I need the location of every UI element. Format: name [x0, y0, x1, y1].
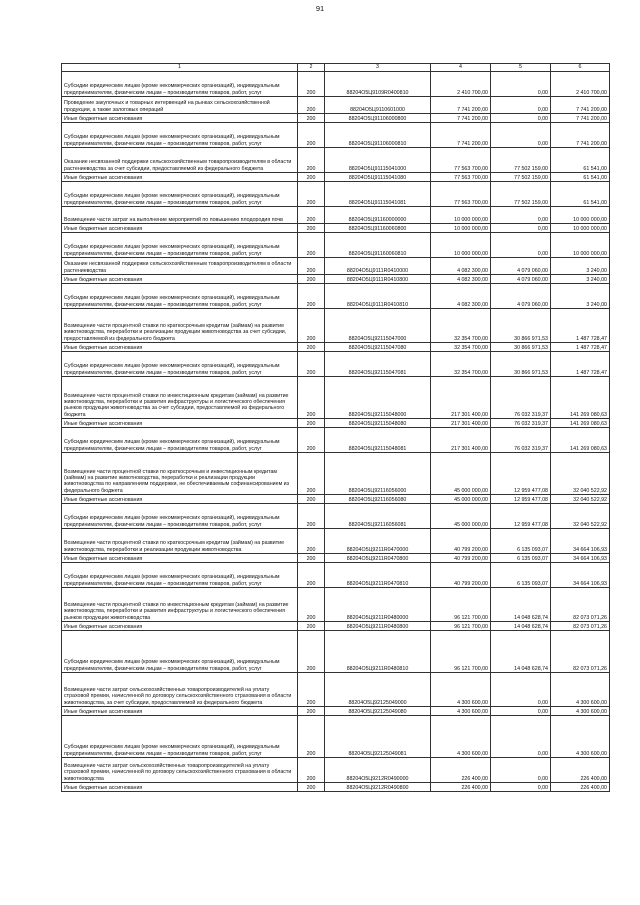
row-column-2: 200: [298, 783, 325, 792]
row-amount-planned: 45 000 000,00: [431, 495, 491, 504]
row-amount-executed: 12 959 477,08: [491, 453, 551, 495]
row-description: Возмещение части затрат сельскохозяйственных товаропроизводителей на уплату страховой премии, начисленной по договору сельскохозяйственного страхования в области животноводства: [62, 758, 298, 783]
row-amount-planned: 32 354 700,00: [431, 309, 491, 343]
row-amount-planned: 45 000 000,00: [431, 453, 491, 495]
row-amount-remaining: 3 240,00: [551, 275, 610, 284]
row-budget-code: 88204О5Ц92115048080: [325, 419, 431, 428]
row-description: Иные бюджетные ассигнования: [62, 554, 298, 563]
row-budget-code: 88204О5Ц91160060800: [325, 224, 431, 233]
row-budget-code: 88204О5Ц91115041081: [325, 182, 431, 207]
table-row: [62, 622, 610, 631]
row-amount-remaining: 32 040 522,92: [551, 495, 610, 504]
row-budget-code: 88204О5Ц92115048000: [325, 377, 431, 419]
table-row: [62, 673, 610, 707]
table-row: [62, 148, 610, 173]
row-budget-code: 88204О5Ц9211R0480810: [325, 631, 431, 673]
row-amount-remaining: 7 741 200,00: [551, 123, 610, 148]
table-row: [62, 377, 610, 419]
row-amount-remaining: 82 073 071,26: [551, 631, 610, 673]
row-budget-code: 88204О5Ц91115041080: [325, 173, 431, 182]
row-column-2: 200: [298, 495, 325, 504]
row-description: Субсидии юридическим лицам (кроме некоммерческих организаций), индивидуальным предпринимателям, физическим лицам – производителям товаров, работ, услуг: [62, 123, 298, 148]
row-description: Иные бюджетные ассигнования: [62, 343, 298, 352]
table-row: [62, 758, 610, 783]
row-budget-code: 88204О5Ц9110601000: [325, 97, 431, 114]
row-amount-executed: 4 079 060,00: [491, 258, 551, 275]
row-column-2: 200: [298, 148, 325, 173]
row-column-2: 200: [298, 258, 325, 275]
row-amount-planned: 10 000 000,00: [431, 233, 491, 258]
row-amount-remaining: 82 073 071,26: [551, 588, 610, 622]
row-budget-code: 88204О5Ц9212R0490800: [325, 783, 431, 792]
row-amount-executed: 0,00: [491, 72, 551, 97]
row-description: Иные бюджетные ассигнования: [62, 419, 298, 428]
row-amount-planned: 7 741 200,00: [431, 97, 491, 114]
row-column-2: 200: [298, 631, 325, 673]
row-budget-code: 88204О5Ц9211R0470810: [325, 563, 431, 588]
row-amount-remaining: 2 410 700,00: [551, 72, 610, 97]
row-amount-planned: 77 563 700,00: [431, 148, 491, 173]
row-description: Иные бюджетные ассигнования: [62, 707, 298, 716]
row-column-2: 200: [298, 275, 325, 284]
row-column-2: 200: [298, 173, 325, 182]
row-amount-remaining: 61 541,00: [551, 148, 610, 173]
row-budget-code: 88204О5Ц91160000000: [325, 207, 431, 224]
row-amount-planned: 4 082 300,00: [431, 284, 491, 309]
row-description: Иные бюджетные ассигнования: [62, 173, 298, 182]
table-row: [62, 588, 610, 622]
row-amount-remaining: 34 664 106,93: [551, 563, 610, 588]
row-budget-code: 88204О5Ц9211R0470800: [325, 554, 431, 563]
row-column-2: 200: [298, 419, 325, 428]
row-column-2: 200: [298, 97, 325, 114]
row-amount-remaining: 141 269 080,63: [551, 377, 610, 419]
row-column-2: 200: [298, 72, 325, 97]
row-amount-executed: 0,00: [491, 123, 551, 148]
row-column-2: 200: [298, 233, 325, 258]
row-amount-remaining: 3 240,00: [551, 284, 610, 309]
row-budget-code: 88204О5Ц9111R0410810: [325, 284, 431, 309]
row-budget-code: 88204О5Ц92125049000: [325, 673, 431, 707]
table-row: [62, 275, 610, 284]
row-budget-code: 88204О5Ц9111R0410000: [325, 258, 431, 275]
row-column-2: 200: [298, 673, 325, 707]
row-description: Субсидии юридическим лицам (кроме некоммерческих организаций), индивидуальным предпринимателям, физическим лицам – производителям товаров, работ, услуг: [62, 504, 298, 529]
row-column-2: 200: [298, 716, 325, 758]
row-amount-executed: 0,00: [491, 716, 551, 758]
row-column-2: 200: [298, 428, 325, 453]
row-amount-remaining: 61 541,00: [551, 173, 610, 182]
row-amount-planned: 77 563 700,00: [431, 182, 491, 207]
header-cell: 2: [298, 64, 325, 72]
table-row: [62, 453, 610, 495]
row-amount-executed: 0,00: [491, 673, 551, 707]
row-description: Субсидии юридическим лицам (кроме некоммерческих организаций), индивидуальным предпринимателям, физическим лицам – производителям товаров, работ, услуг: [62, 428, 298, 453]
table-row: [62, 428, 610, 453]
row-amount-executed: 0,00: [491, 97, 551, 114]
row-amount-remaining: 10 000 000,00: [551, 224, 610, 233]
row-amount-planned: 4 300 600,00: [431, 707, 491, 716]
row-amount-executed: 0,00: [491, 783, 551, 792]
row-amount-remaining: 7 741 200,00: [551, 97, 610, 114]
row-budget-code: 88204О5Ц9211R0480800: [325, 622, 431, 631]
table-row: [62, 352, 610, 377]
row-amount-planned: 40 799 200,00: [431, 554, 491, 563]
row-budget-code: 88204О5Ц92115047081: [325, 352, 431, 377]
row-amount-remaining: 32 040 522,92: [551, 504, 610, 529]
budget-table: [61, 63, 610, 792]
row-budget-code: 88204О5Ц92115048081: [325, 428, 431, 453]
table-row: [62, 309, 610, 343]
row-column-2: 200: [298, 224, 325, 233]
row-column-2: 200: [298, 453, 325, 495]
row-description: Иные бюджетные ассигнования: [62, 275, 298, 284]
row-description: Возмещение части затрат сельскохозяйственных товаропроизводителей на уплату страховой премии, начисленной по договору сельскохозяйственного страхования в области животноводства, за счет субсидии, предоставляемой из федерального бюджета: [62, 673, 298, 707]
row-budget-code: 88204О5Ц9111R0410800: [325, 275, 431, 284]
row-budget-code: 88204О5Ц91106000800: [325, 114, 431, 123]
table-row: [62, 97, 610, 114]
row-budget-code: 88204О5Ц91106000810: [325, 123, 431, 148]
table-row: [62, 114, 610, 123]
row-description: Субсидии юридическим лицам (кроме некоммерческих организаций), индивидуальным предпринимателям, физическим лицам – производителям товаров, работ, услуг: [62, 233, 298, 258]
row-amount-planned: 4 300 600,00: [431, 673, 491, 707]
row-description: Иные бюджетные ассигнования: [62, 114, 298, 123]
row-amount-planned: 217 301 400,00: [431, 377, 491, 419]
row-column-2: 200: [298, 309, 325, 343]
row-description: Иные бюджетные ассигнования: [62, 495, 298, 504]
table-row: [62, 123, 610, 148]
row-amount-planned: 32 354 700,00: [431, 343, 491, 352]
header-cell: 5: [491, 64, 551, 72]
header-cell: 3: [325, 64, 431, 72]
row-description: Возмещение части процентной ставки по краткосрочным и инвестиционным кредитам (займам) на развитие животноводства, переработки и реализации продукции животноводства по направлениям поддержки, не обеспечиваемым софинансированием из федерального бюджета: [62, 453, 298, 495]
row-amount-executed: 14 048 628,74: [491, 622, 551, 631]
row-description: Возмещение части затрат на выполнение мероприятий по повышению плодородия почв: [62, 207, 298, 224]
row-column-2: 200: [298, 707, 325, 716]
row-amount-executed: 6 135 093,07: [491, 529, 551, 554]
row-budget-code: 88204О5Ц92115047000: [325, 309, 431, 343]
row-amount-remaining: 4 300 600,00: [551, 673, 610, 707]
header-cell: 1: [62, 64, 298, 72]
row-description: Иные бюджетные ассигнования: [62, 622, 298, 631]
row-column-2: 200: [298, 554, 325, 563]
row-budget-code: 88204О5Ц91115041000: [325, 148, 431, 173]
row-amount-executed: 77 502 159,00: [491, 173, 551, 182]
row-amount-remaining: 141 269 080,63: [551, 419, 610, 428]
row-description: Субсидии юридическим лицам (кроме некоммерческих организаций), индивидуальным предпринимателям, физическим лицам – производителям товаров, работ, услуг: [62, 563, 298, 588]
row-amount-remaining: 7 741 200,00: [551, 114, 610, 123]
table-row: [62, 224, 610, 233]
table-row: [62, 182, 610, 207]
row-description: Проведение закупочных и товарных интервенций на рынках сельскохозяйственной продукции, а также залоговых операций: [62, 97, 298, 114]
row-amount-planned: 217 301 400,00: [431, 419, 491, 428]
row-amount-executed: 77 502 159,00: [491, 182, 551, 207]
row-budget-code: 88204О5Ц9109R0400810: [325, 72, 431, 97]
row-description: Возмещение части процентной ставки по инвестиционным кредитам (займам) на развитие животноводства, переработки и развития инфраструктуры и логистического обеспечения рынков продукции животноводства: [62, 588, 298, 622]
row-amount-executed: 76 032 319,37: [491, 428, 551, 453]
row-amount-planned: 45 000 000,00: [431, 504, 491, 529]
row-column-2: 200: [298, 504, 325, 529]
row-amount-remaining: 10 000 000,00: [551, 233, 610, 258]
row-amount-executed: 14 048 628,74: [491, 631, 551, 673]
row-amount-planned: 40 799 200,00: [431, 529, 491, 554]
row-amount-remaining: 1 487 728,47: [551, 343, 610, 352]
row-amount-planned: 32 354 700,00: [431, 352, 491, 377]
row-amount-executed: 6 135 093,07: [491, 563, 551, 588]
row-description: Субсидии юридическим лицам (кроме некоммерческих организаций), индивидуальным предпринимателям, физическим лицам – производителям товаров, работ, услуг: [62, 716, 298, 758]
row-amount-remaining: 34 664 106,93: [551, 554, 610, 563]
table-row: [62, 419, 610, 428]
row-amount-remaining: 4 300 600,00: [551, 716, 610, 758]
row-description: Субсидии юридическим лицам (кроме некоммерческих организаций), индивидуальным предпринимателям, физическим лицам – производителям товаров, работ, услуг: [62, 72, 298, 97]
row-amount-remaining: 226 400,00: [551, 783, 610, 792]
table-row: [62, 716, 610, 758]
row-amount-planned: 96 121 700,00: [431, 631, 491, 673]
row-description: Субсидии юридическим лицам (кроме некоммерческих организаций), индивидуальным предпринимателям, физическим лицам – производителям товаров, работ, услуг: [62, 352, 298, 377]
row-amount-planned: 226 400,00: [431, 758, 491, 783]
row-budget-code: 88204О5Ц92116056080: [325, 495, 431, 504]
row-column-2: 200: [298, 622, 325, 631]
table-row: [62, 233, 610, 258]
row-column-2: 200: [298, 284, 325, 309]
row-amount-remaining: 4 300 600,00: [551, 707, 610, 716]
table-row: [62, 563, 610, 588]
row-amount-executed: 76 032 319,37: [491, 419, 551, 428]
row-budget-code: 88204О5Ц92115047080: [325, 343, 431, 352]
row-amount-remaining: 32 040 522,92: [551, 453, 610, 495]
row-budget-code: 88204О5Ц9211R0480000: [325, 588, 431, 622]
row-amount-executed: 77 502 159,00: [491, 148, 551, 173]
row-amount-executed: 6 135 093,07: [491, 554, 551, 563]
row-description: Оказание несвязанной поддержки сельскохозяйственным товаропроизводителям в области растениеводства: [62, 258, 298, 275]
row-budget-code: 88204О5Ц92125049081: [325, 716, 431, 758]
table-row: [62, 284, 610, 309]
row-amount-executed: 76 032 319,37: [491, 377, 551, 419]
row-amount-planned: 4 082 300,00: [431, 275, 491, 284]
table-row: [62, 504, 610, 529]
row-description: Оказание несвязанной поддержки сельскохозяйственным товаропроизводителям в области растениеводства за счет субсидии, предоставляемой из федерального бюджета: [62, 148, 298, 173]
row-description: Субсидии юридическим лицам (кроме некоммерческих организаций), индивидуальным предпринимателям, физическим лицам – производителям товаров, работ, услуг: [62, 284, 298, 309]
row-amount-planned: 4 082 300,00: [431, 258, 491, 275]
table-row: [62, 207, 610, 224]
row-column-2: 200: [298, 207, 325, 224]
row-amount-remaining: 82 073 071,26: [551, 622, 610, 631]
row-description: Возмещение части процентной ставки по краткосрочным кредитам (займам) на развитие животноводства, переработки и реализации продукции животноводства: [62, 529, 298, 554]
row-description: Возмещение части процентной ставки по инвестиционным кредитам (займам) на развитие животноводства, переработки и развития инфраструктуры и логистического обеспечения рынков продукции животноводства за счет субсидии, предоставляемой из федерального бюджета: [62, 377, 298, 419]
table-row: [62, 783, 610, 792]
table-row: [62, 173, 610, 182]
row-amount-executed: 30 866 971,53: [491, 309, 551, 343]
row-amount-executed: 14 048 628,74: [491, 588, 551, 622]
row-amount-executed: 30 866 971,53: [491, 343, 551, 352]
row-budget-code: 88204О5Ц9211R0470000: [325, 529, 431, 554]
row-amount-remaining: 226 400,00: [551, 758, 610, 783]
row-description: Субсидии юридическим лицам (кроме некоммерческих организаций), индивидуальным предпринимателям, физическим лицам – производителям товаров, работ, услуг: [62, 182, 298, 207]
row-amount-executed: 12 959 477,08: [491, 495, 551, 504]
row-amount-remaining: 141 269 080,63: [551, 428, 610, 453]
table-row: [62, 707, 610, 716]
row-amount-executed: 30 866 971,53: [491, 352, 551, 377]
row-column-2: 200: [298, 758, 325, 783]
row-amount-executed: 0,00: [491, 224, 551, 233]
row-column-2: 200: [298, 352, 325, 377]
row-amount-remaining: 1 487 728,47: [551, 309, 610, 343]
table-row: [62, 631, 610, 673]
row-amount-planned: 226 400,00: [431, 783, 491, 792]
table-row: [62, 495, 610, 504]
row-amount-planned: 96 121 700,00: [431, 622, 491, 631]
row-amount-remaining: 10 000 000,00: [551, 207, 610, 224]
row-amount-executed: 12 959 477,08: [491, 504, 551, 529]
row-budget-code: 88204О5Ц92116056081: [325, 504, 431, 529]
page-number: 91: [315, 4, 325, 13]
table-row: [62, 554, 610, 563]
row-column-2: 200: [298, 588, 325, 622]
row-amount-remaining: 61 541,00: [551, 182, 610, 207]
row-amount-planned: 7 741 200,00: [431, 114, 491, 123]
row-column-2: 200: [298, 377, 325, 419]
row-amount-remaining: 34 664 106,93: [551, 529, 610, 554]
row-budget-code: 88204О5Ц9212R0490000: [325, 758, 431, 783]
row-amount-executed: 4 079 060,00: [491, 284, 551, 309]
row-description: Субсидии юридическим лицам (кроме некоммерческих организаций), индивидуальным предпринимателям, физическим лицам – производителям товаров, работ, услуг: [62, 631, 298, 673]
row-budget-code: 88204О5Ц92116056000: [325, 453, 431, 495]
row-amount-remaining: 3 240,00: [551, 258, 610, 275]
row-amount-planned: 96 121 700,00: [431, 588, 491, 622]
table-row: [62, 529, 610, 554]
row-column-2: 200: [298, 529, 325, 554]
row-amount-executed: 0,00: [491, 707, 551, 716]
row-budget-code: 88204О5Ц92125049080: [325, 707, 431, 716]
row-column-2: 200: [298, 343, 325, 352]
row-amount-planned: 2 410 700,00: [431, 72, 491, 97]
row-amount-planned: 10 000 000,00: [431, 207, 491, 224]
row-column-2: 200: [298, 114, 325, 123]
row-budget-code: 88204О5Ц91160060810: [325, 233, 431, 258]
row-description: Возмещение части процентной ставки по краткосрочным кредитам (займам) на развитие животноводства, переработки и реализации продукции животноводства за счет субсидии, предоставляемой из федерального бюджета: [62, 309, 298, 343]
row-amount-planned: 4 300 600,00: [431, 716, 491, 758]
row-description: Иные бюджетные ассигнования: [62, 783, 298, 792]
row-amount-executed: 0,00: [491, 758, 551, 783]
row-amount-executed: 4 079 060,00: [491, 275, 551, 284]
row-amount-planned: 7 741 200,00: [431, 123, 491, 148]
row-amount-executed: 0,00: [491, 114, 551, 123]
table-row: [62, 343, 610, 352]
row-amount-remaining: 1 487 728,47: [551, 352, 610, 377]
row-column-2: 200: [298, 123, 325, 148]
row-amount-planned: 10 000 000,00: [431, 224, 491, 233]
table-row: [62, 72, 610, 97]
header-cell: 4: [431, 64, 491, 72]
row-description: Иные бюджетные ассигнования: [62, 224, 298, 233]
row-amount-planned: 40 799 200,00: [431, 563, 491, 588]
table-row: [62, 258, 610, 275]
header-cell: 6: [551, 64, 610, 72]
row-amount-executed: 0,00: [491, 233, 551, 258]
row-amount-planned: 217 301 400,00: [431, 428, 491, 453]
row-amount-planned: 77 563 700,00: [431, 173, 491, 182]
row-amount-executed: 0,00: [491, 207, 551, 224]
header-row: [62, 64, 610, 72]
row-column-2: 200: [298, 563, 325, 588]
row-column-2: 200: [298, 182, 325, 207]
